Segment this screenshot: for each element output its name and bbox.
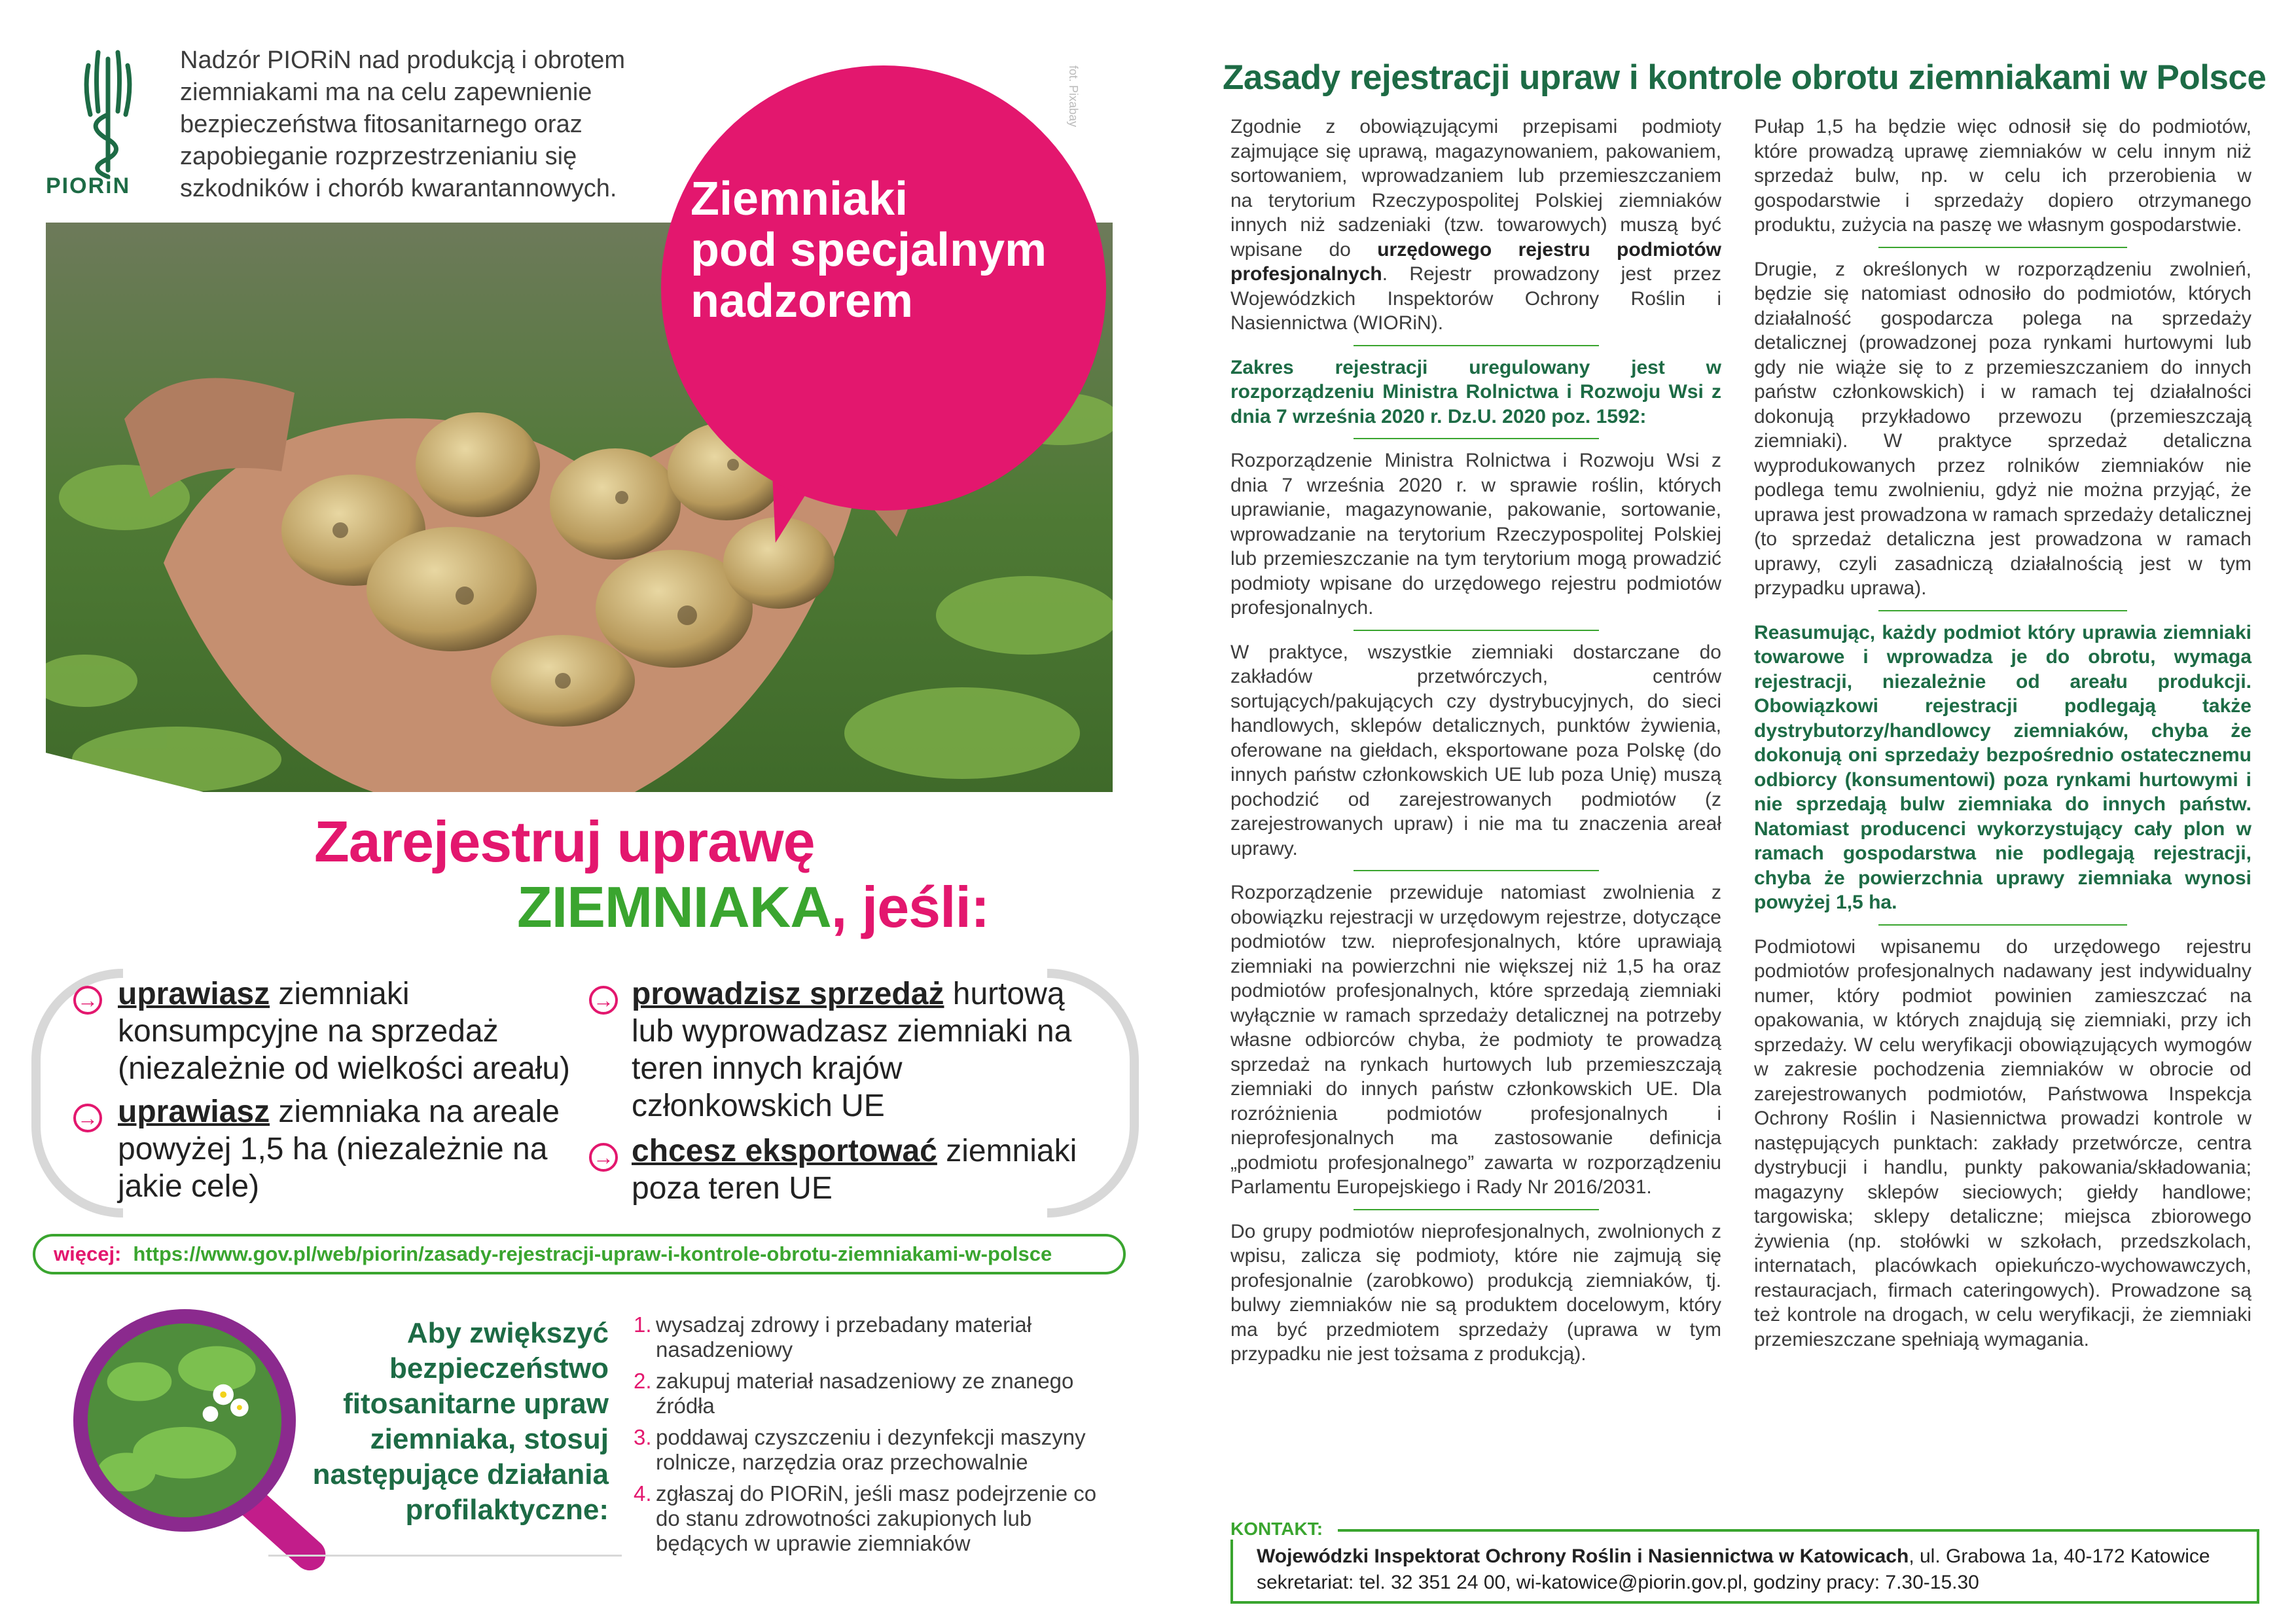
paragraph: Zgodnie z obowiązującymi przepisami podmioty zajmujące się uprawą, magazynowaniem, pakowaniem, sortowaniem, wprowadzaniem lub przemieszczaniem na terytorium Rzeczypospolitej Polskiej ziemniaków innych niż sadzeniaki (tzw. towarowych) muszą być wpisane do urzędowego rejestru podmiotów profesjonalnych. Rejestr prowadzony jest przez Wojewódzkich Inspektorów Ochrony Roślin i Nasiennictwa (WIORiN). (1230, 116, 1721, 334)
paragraph-highlight: Reasumując, każdy podmiot który uprawia ziemniaki towarowe i wprowadza je do obrotu, wymaga rejestracji, niezależnie od areału produkcji. Obowiązkowi rejestracji podlegają także dystrybutorzy/handlowcy ziemniaków, chyba że dokonują oni sprzedaży bezpośrednio ostatecznemu odbiorcy (konsumentowi) poza rynkami hurtowymi i nie sprzedają bulw ziemniaka do innych państw. Natomiast producenci wykorzystujący cały plon w ramach gospodarstwa nie podlegają rejestracji, chyba że powierzchnia uprawy ziemniaka wynosi powyżej 1,5 ha. (1754, 621, 2251, 913)
safety-heading: Aby zwiększyć bezpieczeństwo fitosanitarne upraw ziemniaka, stosuj następujące działania profilaktyczne: (312, 1317, 609, 1526)
intro-text: Nadzór PIORiN nad produkcją i obrotem ziemniakami ma na celu zapewnienie bezpieczeństwa fitosanitarnego oraz zapobieganie rozprzestrzenianiu się szkodników i chorób kwarantannowych. (180, 46, 626, 202)
section-separator (1354, 870, 1599, 871)
right-text-column (1754, 115, 2251, 1361)
register-heading-line2: ZIEMNIAKA, jeśli: (517, 875, 990, 939)
section-separator (1354, 345, 1599, 346)
list-item: 2. zakupuj materiał nasadzeniowy ze znanego źródła (634, 1369, 1074, 1418)
left-text-column (1230, 115, 1721, 1376)
bullet-item: uprawiasz ziemniaki konsumpcyjne na sprzedaż (niezależnie od wielkości areału) (118, 977, 571, 1086)
arrow-right-icon: → (73, 1104, 102, 1132)
section-separator (1354, 1209, 1599, 1210)
section-separator (1878, 924, 2127, 926)
photo-credit: fot. Pixabay (1067, 65, 1080, 128)
paragraph: Pułap 1,5 ha będzie więc odnosił się do podmiotów, które prowadzą uprawę ziemniaków w celu innym niż sprzedaż bulw, np. w celu ich przerobienia w gospodarstwie i sprzedaży dopiero otrzymanego produktu, zużycia na paszę we własnym gospodarstwie. (1754, 116, 2251, 236)
section-separator (1878, 247, 2127, 248)
prevention-steps-list (634, 1312, 1105, 1562)
paragraph: Rozporządzenie przewiduje natomiast zwolnienia z obowiązku rejestracji w urzędowym rejestrze, dotyczące podmiotów tzw. nieprofesjonalnych, które uprawiają ziemniaki na powierzchni nie większej niż 1,5 ha oraz podmiotów profesjonalnych, które sprzedają ziemniaki wyłącznie w ramach sprzedaży detalicznej na potrzeby własne odbiorców chyba, że podmioty te prowadzą sprzedaż na rynkach hurtowych lub przemieszczają ziemniaki do innych państw członkowskich UE. Dla rozróżnienia podmiotów profesjonalnych i nieprofesjonalnych ma zastosowanie definicja „podmiotu profesjonalnego” zawarta w rozporządzeniu Parlamentu Europejskiego i Rady Nr 2016/2031. (1230, 882, 1721, 1198)
right-page-title: Zasady rejestracji upraw i kontrole obrotu ziemniakami w Polsce (1223, 58, 2267, 97)
bullet-item: uprawiasz ziemniaka na areale powyżej 1,5 ha (niezależnie na jakie cele) (118, 1094, 560, 1204)
contact-box-top-border (1338, 1529, 2259, 1532)
divider-line (268, 1555, 622, 1557)
paragraph: W praktyce, wszystkie ziemniaki dostarczane do zakładów przetwórczych, centrów sortujących/pakujących czy dystrybucyjnych, do sieci handlowych, sklepów detalicznych, punktów żywienia, oferowane na giełdach, eksportowane poza Polskę (do innych państw członkowskich UE lub poza Unię) muszą pochodzić od zarejestrowanych podmiotów (z zarejestrowanych upraw) i nie ma tu znaczenia areał uprawy. (1230, 641, 1721, 859)
arrow-right-icon: → (73, 986, 102, 1015)
list-item: 3. poddawaj czyszczeniu i dezynfekcji maszyny rolnicze, narzędzia oraz przechowalnie (634, 1425, 1086, 1474)
paragraph: Podmiotowi wpisanemu do urzędowego rejestru podmiotów profesjonalnych nadawany jest indywidualny numer, który podmiot powinien zamieszczać na opakowania, w których znajdują się ziemniaki, przy ich sprzedaży. W celu weryfikacji obowiązujących wymogów w zakresie pochodzenia ziemniaków w obrocie od zarejestrowanych podmiotów, Państwowa Inspekcja Ochrony Roślin i Nasiennictwa prowadzi kontrole w następujących punktach: zakłady przetwórcze, centra dystrybucji i handlu, punkty pakowania/składowania; magazyny sklepów sieciowych; giełdy handlowe; targowiska; sklepy detaliczne; miejsca zbiorowego żywienia (np. stołówki w szkołach, przedszkolach, internatach, placówkach opiekuńczo-wychowawczych, restauracjach, firmach cateringowych). Prowadzone są też kontrole na drogach, w celu weryfikacji, że ziemniaki przemieszczane spełniają wymagania. (1754, 935, 2251, 1350)
arrow-right-icon: → (589, 1143, 618, 1172)
section-separator (1878, 610, 2127, 611)
logo-text: PIORiN (46, 173, 131, 198)
magnifier-plant-photo (73, 1309, 296, 1532)
contact-label: KONTAKT: (1230, 1519, 1329, 1540)
contact-line-1: Wojewódzki Inspektorat Ochrony Roślin i Nasiennictwa w Katowicach, ul. Grabowa 1a, 40-172 Katowice (1257, 1545, 2210, 1567)
paragraph-highlight: Zakres rejestracji uregulowany jest w rozporządzeniu Ministra Rolnictwa i Rozwoju Wsi z dnia 7 września 2020 r. Dz.U. 2020 poz. 1592: (1230, 356, 1721, 427)
paragraph: Do grupy podmiotów nieprofesjonalnych, zwolnionych z wpisu, zalicza się podmioty, które nie zajmują się profesjonalnie (zarobkowo) produkcją ziemniaków, tj. bulwy ziemniaków nie są produktem docelowym, który ma być przedmiotem sprzedaży (uprawa w tym przypadku nie jest tożsama z produkcją). (1230, 1220, 1721, 1365)
more-info-url[interactable]: https://www.gov.pl/web/piorin/zasady-rejestracji-upraw-i-kontrole-obrotu-ziemniakami-w-polsce (133, 1242, 1052, 1265)
section-separator (1354, 438, 1599, 439)
arrow-right-icon: → (589, 986, 618, 1015)
list-item: 4. zgłaszaj do PIORiN, jeśli masz podejrzenie co do stanu zdrowotności zakupionych lub będących w uprawie ziemniaków (634, 1481, 1097, 1555)
bullet-item: prowadzisz sprzedaż hurtową lub wyprowadzasz ziemniaki na teren innych krajów członkowskich UE (632, 977, 1072, 1123)
list-item: 1. wysadzaj zdrowy i przebadany materiał nasadzeniowy (634, 1312, 1032, 1362)
paragraph: Rozporządzenie Ministra Rolnictwa i Rozwoju Wsi z dnia 7 września 2020 r. w sprawie roślin, których uprawianie, magazynowanie, pakowanie, sortowanie, wprowadzanie na terytorium Rzeczypospolitej Polskiej lub przemieszczanie na tym terytorium mogą prowadzić podmioty wpisane do urzędowego rejestru podmiotów profesjonalnych. (1230, 450, 1721, 619)
contact-box (1230, 1530, 2259, 1604)
bullet-item: chcesz eksportować ziemniaki poza teren UE (632, 1134, 1077, 1206)
headline-text: Ziemniaki pod specjalnym nadzorem (691, 173, 1047, 327)
contact-line-2[interactable]: sekretariat: tel. 32 351 24 00, wi-katowice@piorin.gov.pl, godziny pracy: 7.30-15.30 (1257, 1572, 1979, 1593)
register-heading-line1: Zarejestruj uprawę (314, 809, 815, 874)
more-info-link[interactable]: więcej: https://www.gov.pl/web/piorin/zasady-rejestracji-upraw-i-kontrole-obrotu-ziemniakami-w-polsce (33, 1234, 1126, 1274)
section-separator (1354, 630, 1599, 631)
paragraph: Drugie, z określonych w rozporządzeniu zwolnień, będzie się natomiast odnosiło do podmiotów, których działalność gospodarcza polega na sprzedaży detalicznej (prowadzonej poza rynkami hurtowymi lub gdy nie wiąże się to z przemieszczaniem do innych państw członkowskich) i w ramach tej działalności dokonują przykładowo przewozu (przemieszczają ziemniaki). W praktyce sprzedaż detaliczna wyprodukowanych przez rolników ziemniaków nie podlega temu zwolnieniu, gdyż nie można przyjąć, że uprawa jest prowadzona w ramach sprzedaży detalicznej (to sprzedaż detaliczna jest prowadzona w ramach uprawy, czyli zasadniczą działalnością jest w tym przypadku uprawa). (1754, 258, 2251, 599)
